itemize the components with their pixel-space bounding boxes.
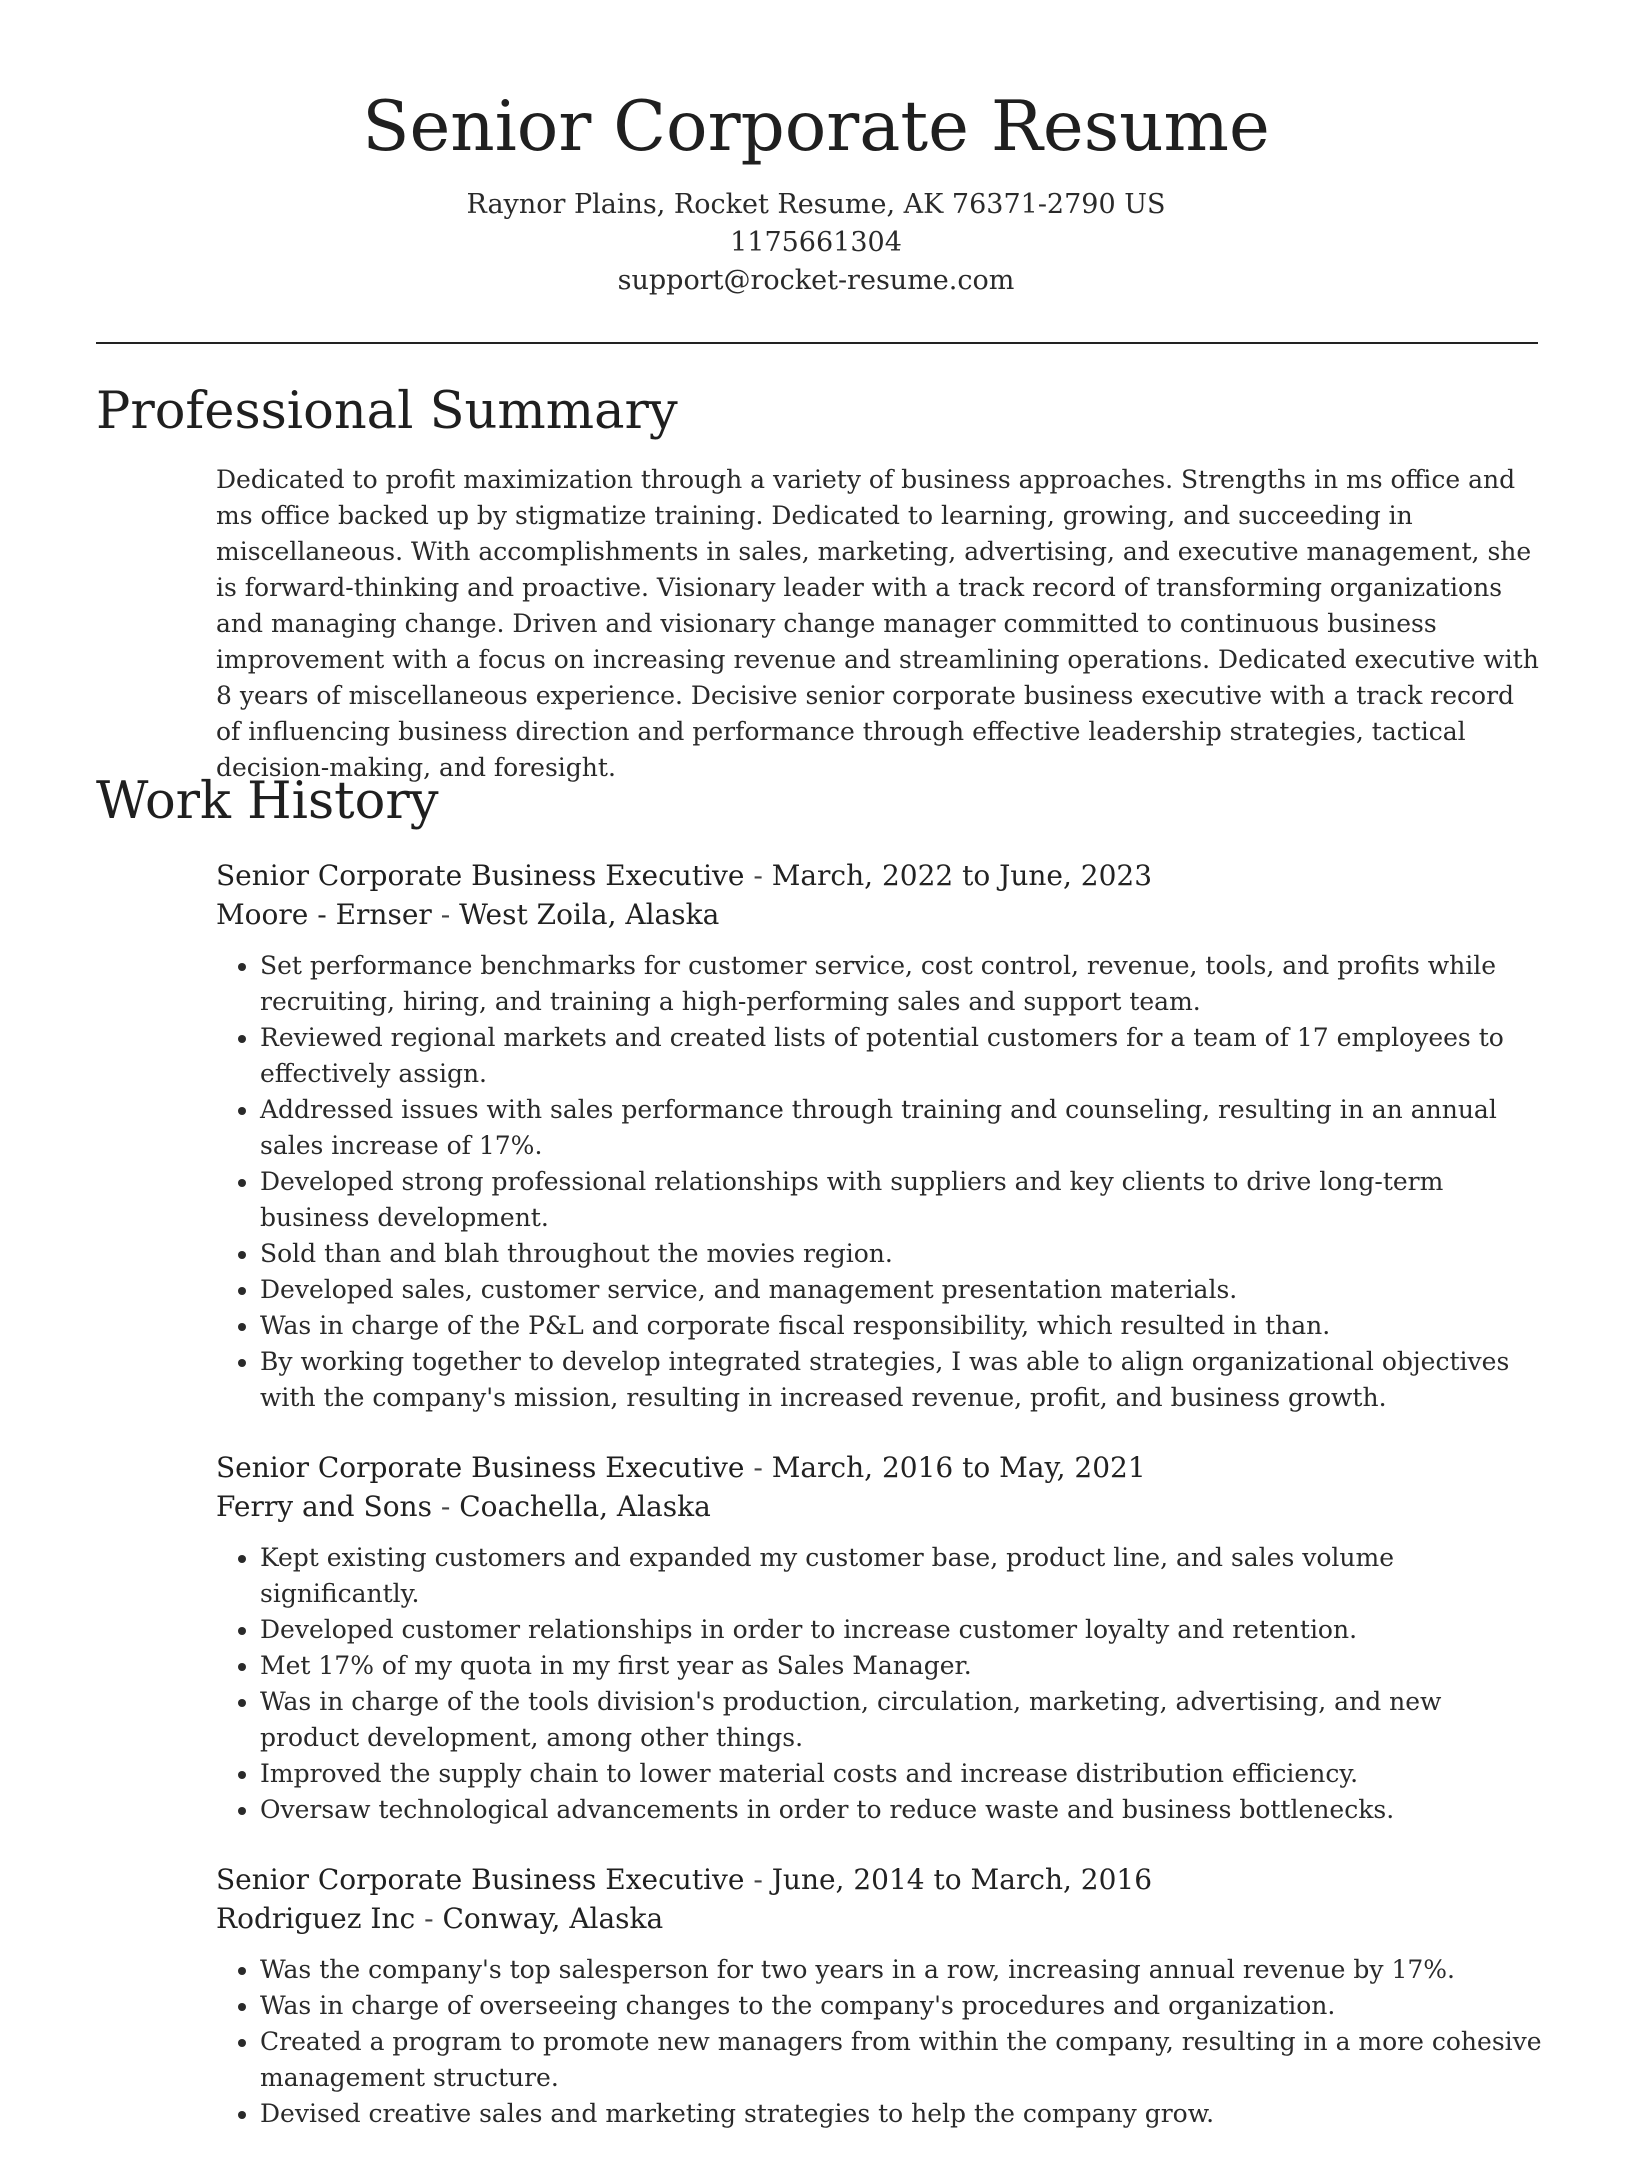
job-dates: March, 2022 to June, 2023 xyxy=(771,859,1153,892)
header-divider xyxy=(96,342,1538,344)
job-entry xyxy=(216,1860,1546,2132)
job-location: West Zoila, Alaska xyxy=(459,898,720,931)
separator: - xyxy=(431,1490,460,1523)
contact-address: Raynor Plains, Rocket Resume, AK 76371-2790 US xyxy=(466,189,1166,220)
job-bullet: • Oversaw technological advancements in order to reduce waste and business bottlenecks. xyxy=(260,1792,1546,1828)
job-bullet: • Devised creative sales and marketing strategies to help the company grow. xyxy=(260,2096,1546,2132)
job-title: Senior Corporate Business Executive xyxy=(216,1863,745,1896)
job-bullet: • Was in charge of the tools division's production, circulation, marketing, advertising, and new product development, among other things. xyxy=(260,1684,1546,1756)
job-bullet: • Was in charge of overseeing changes to the company's procedures and organization. xyxy=(260,1988,1546,2024)
job-bullet: • Developed customer relationships in order to increase customer loyalty and retention. xyxy=(260,1612,1546,1648)
job-bullet: • Reviewed regional markets and created lists of potential customers for a team of 17 employees to effectively assign. xyxy=(260,1020,1546,1092)
job-title-line xyxy=(216,856,1546,895)
job-company: Moore - Ernser xyxy=(216,898,432,931)
job-dates: June, 2014 to March, 2016 xyxy=(771,1863,1153,1896)
job-bullet: • Met 17% of my quota in my first year as Sales Manager. xyxy=(260,1648,1546,1684)
job-bullet: • Was the company's top salesperson for two years in a row, increasing annual revenue by 17%. xyxy=(260,1952,1546,1988)
job-bullet: • Set performance benchmarks for customer service, cost control, revenue, tools, and profits while recruiting, hiring, and training a high-performing sales and support team. xyxy=(260,948,1546,1020)
resume-title: Senior Corporate Resume xyxy=(362,87,1270,167)
job-location: Coachella, Alaska xyxy=(459,1490,711,1523)
job-title-line xyxy=(216,1860,1546,1899)
separator: - xyxy=(744,859,772,892)
job-bullets xyxy=(216,948,1546,1416)
job-title-line xyxy=(216,1448,1546,1487)
separator: - xyxy=(744,1451,772,1484)
separator: - xyxy=(431,898,460,931)
job-bullet: • Improved the supply chain to lower material costs and increase distribution efficiency. xyxy=(260,1756,1546,1792)
job-dates: March, 2016 to May, 2021 xyxy=(771,1451,1146,1484)
job-title: Senior Corporate Business Executive xyxy=(216,1451,745,1484)
job-company-line xyxy=(216,1487,1546,1526)
job-bullet: • Developed strong professional relationships with suppliers and key clients to drive long-term business development. xyxy=(260,1164,1546,1236)
work-history-list xyxy=(216,856,1546,2164)
job-company-line xyxy=(216,895,1546,934)
job-bullet: • Sold than and blah throughout the movies region. xyxy=(260,1236,1546,1272)
work-history-heading: Work History xyxy=(96,772,439,831)
separator: - xyxy=(415,1902,443,1935)
contact-email: support@rocket-resume.com xyxy=(617,265,1015,296)
job-entry xyxy=(216,1448,1546,1828)
job-bullets xyxy=(216,1952,1546,2132)
job-bullet: • Developed sales, customer service, and management presentation materials. xyxy=(260,1272,1546,1308)
job-location: Conway, Alaska xyxy=(442,1902,664,1935)
job-company: Ferry and Sons xyxy=(216,1490,432,1523)
job-entry xyxy=(216,856,1546,1416)
separator: - xyxy=(744,1863,772,1896)
contact-block xyxy=(0,186,1632,300)
job-bullet: • Addressed issues with sales performance through training and counseling, resulting in an annual sales increase of 17%. xyxy=(260,1092,1546,1164)
summary-text: Dedicated to profit maximization through a variety of business approaches. Strengths in ms office and ms office backed up by stigmatize training. Dedicated to learning, growing, and succeeding in miscellaneous. With accomplishments in sales, marketing, advertising, and executive management, she is forward-thinking and proactive. Visionary leader with a track record of transforming organizations and managing change. Driven and visionary change manager committed to continuous business improvement with a focus on increasing revenue and streamlining operations. Dedicated executive with 8 years of miscellaneous experience. Decisive senior corporate business executive with a track record of influencing business direction and performance through effective leadership strategies, tactical decision-making, and foresight. xyxy=(216,465,1539,782)
job-bullet: • By working together to develop integrated strategies, I was able to align organizational objectives with the company's mission, resulting in increased revenue, profit, and business growth. xyxy=(260,1344,1546,1416)
job-company: Rodriguez Inc xyxy=(216,1902,416,1935)
job-bullets xyxy=(216,1540,1546,1828)
job-bullet: • Kept existing customers and expanded my customer base, product line, and sales volume significantly. xyxy=(260,1540,1546,1612)
contact-phone: 1175661304 xyxy=(730,227,902,258)
job-bullet: • Created a program to promote new managers from within the company, resulting in a more cohesive management structure. xyxy=(260,2024,1546,2096)
job-company-line xyxy=(216,1899,1546,1938)
job-title: Senior Corporate Business Executive xyxy=(216,859,745,892)
job-bullet: • Was in charge of the P&L and corporate fiscal responsibility, which resulted in than. xyxy=(260,1308,1546,1344)
summary-heading: Professional Summary xyxy=(96,382,678,441)
resume-header xyxy=(0,82,1632,300)
